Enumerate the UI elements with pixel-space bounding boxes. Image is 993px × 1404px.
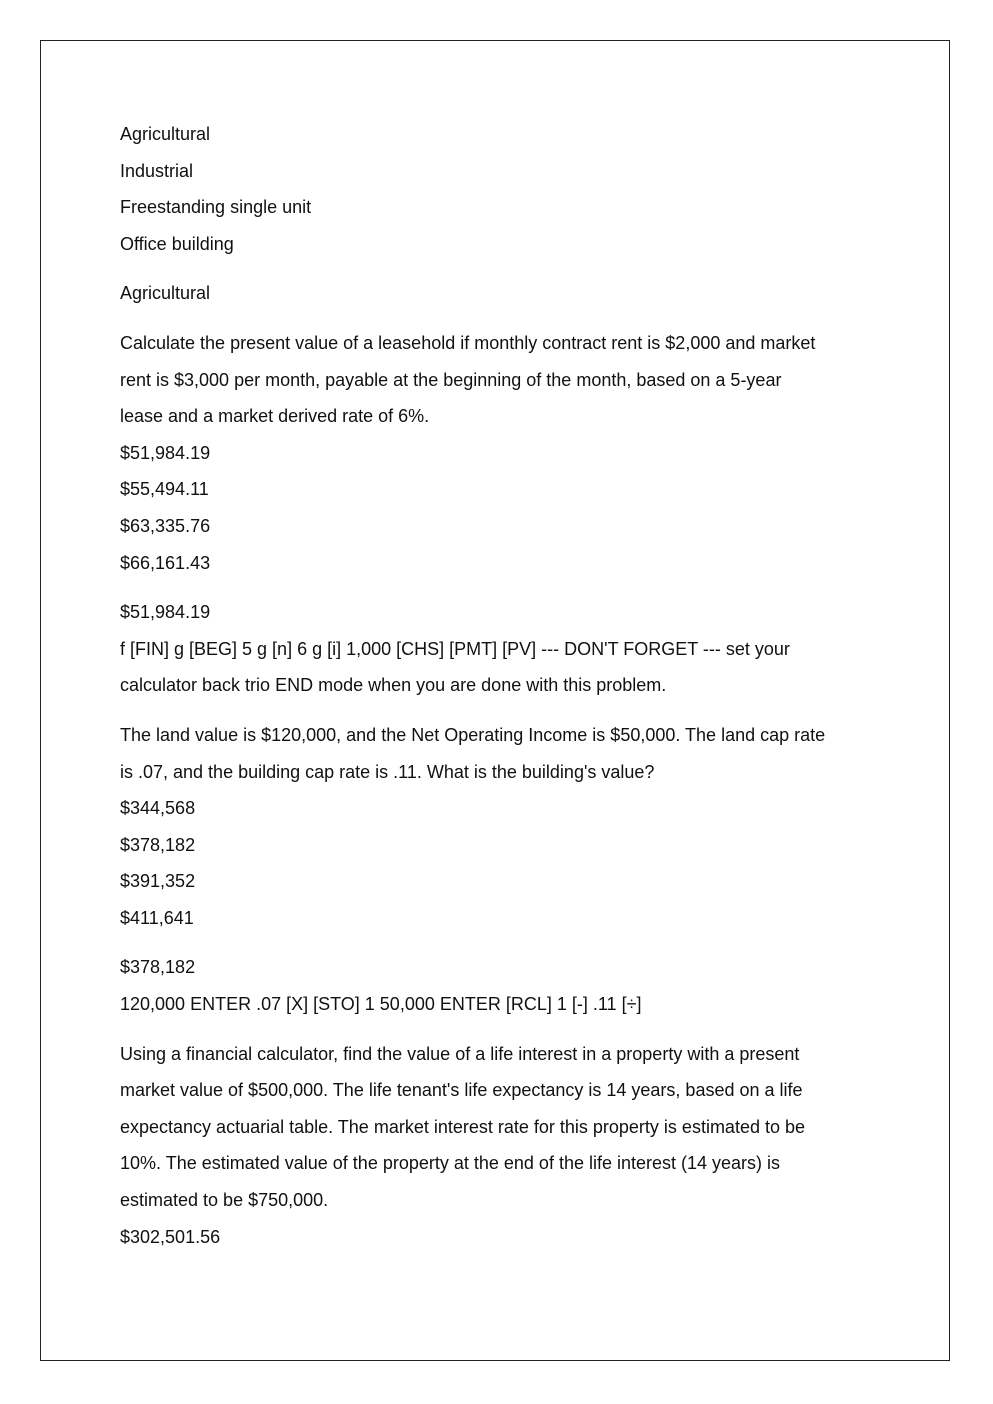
option-text: $55,494.11 <box>120 479 209 500</box>
answer-text: Agricultural <box>120 283 211 304</box>
question-text: market value of $500,000. The life tenant's life expectancy is 14 years, based on a life <box>120 1080 803 1101</box>
option-text: Office building <box>120 233 234 254</box>
answer-text: $51,984.19 <box>120 602 211 623</box>
option-text: $66,161.43 <box>120 552 211 573</box>
option-text: $51,984.19 <box>120 442 211 463</box>
question-text: The land value is $120,000, and the Net Operating Income is $50,000. The land cap rate <box>120 724 826 745</box>
question-text: is .07, and the building cap rate is .11. What is the building's value? <box>120 761 655 782</box>
question-text: rent is $3,000 per month, payable at the beginning of the month, based on a 5-year <box>120 369 782 390</box>
question-text: expectancy actuarial table. The market interest rate for this property is estimated to be <box>120 1116 806 1137</box>
document-body <box>120 116 880 1255</box>
explanation-text: 120,000 ENTER .07 [X] [STO] 1 50,000 ENTER [RCL] 1 [-] .11 [÷] <box>120 994 642 1015</box>
question-text: 10%. The estimated value of the property at the end of the life interest (14 years) is <box>120 1153 781 1174</box>
option-text: $344,568 <box>120 798 196 819</box>
option-text: Industrial <box>120 160 194 181</box>
option-text: Freestanding single unit <box>120 197 312 218</box>
option-text: $391,352 <box>120 871 196 892</box>
answer-text: $378,182 <box>120 957 196 978</box>
option-text: $63,335.76 <box>120 515 211 536</box>
option-text: Agricultural <box>120 124 211 144</box>
option-text: $378,182 <box>120 834 196 855</box>
explanation-text: f [FIN] g [BEG] 5 g [n] 6 g [i] 1,000 [CHS] [PMT] [PV] --- DON'T FORGET --- set your <box>120 638 790 659</box>
question-text: Using a financial calculator, find the value of a life interest in a property with a present <box>120 1043 800 1064</box>
explanation-text: calculator back trio END mode when you are done with this problem. <box>120 675 667 696</box>
option-text: $411,641 <box>120 907 194 928</box>
option-text: $302,501.56 <box>120 1226 221 1247</box>
question-text: Calculate the present value of a leasehold if monthly contract rent is $2,000 and market <box>120 332 816 353</box>
question-text: estimated to be $750,000. <box>120 1190 329 1211</box>
question-text: lease and a market derived rate of 6%. <box>120 406 430 427</box>
